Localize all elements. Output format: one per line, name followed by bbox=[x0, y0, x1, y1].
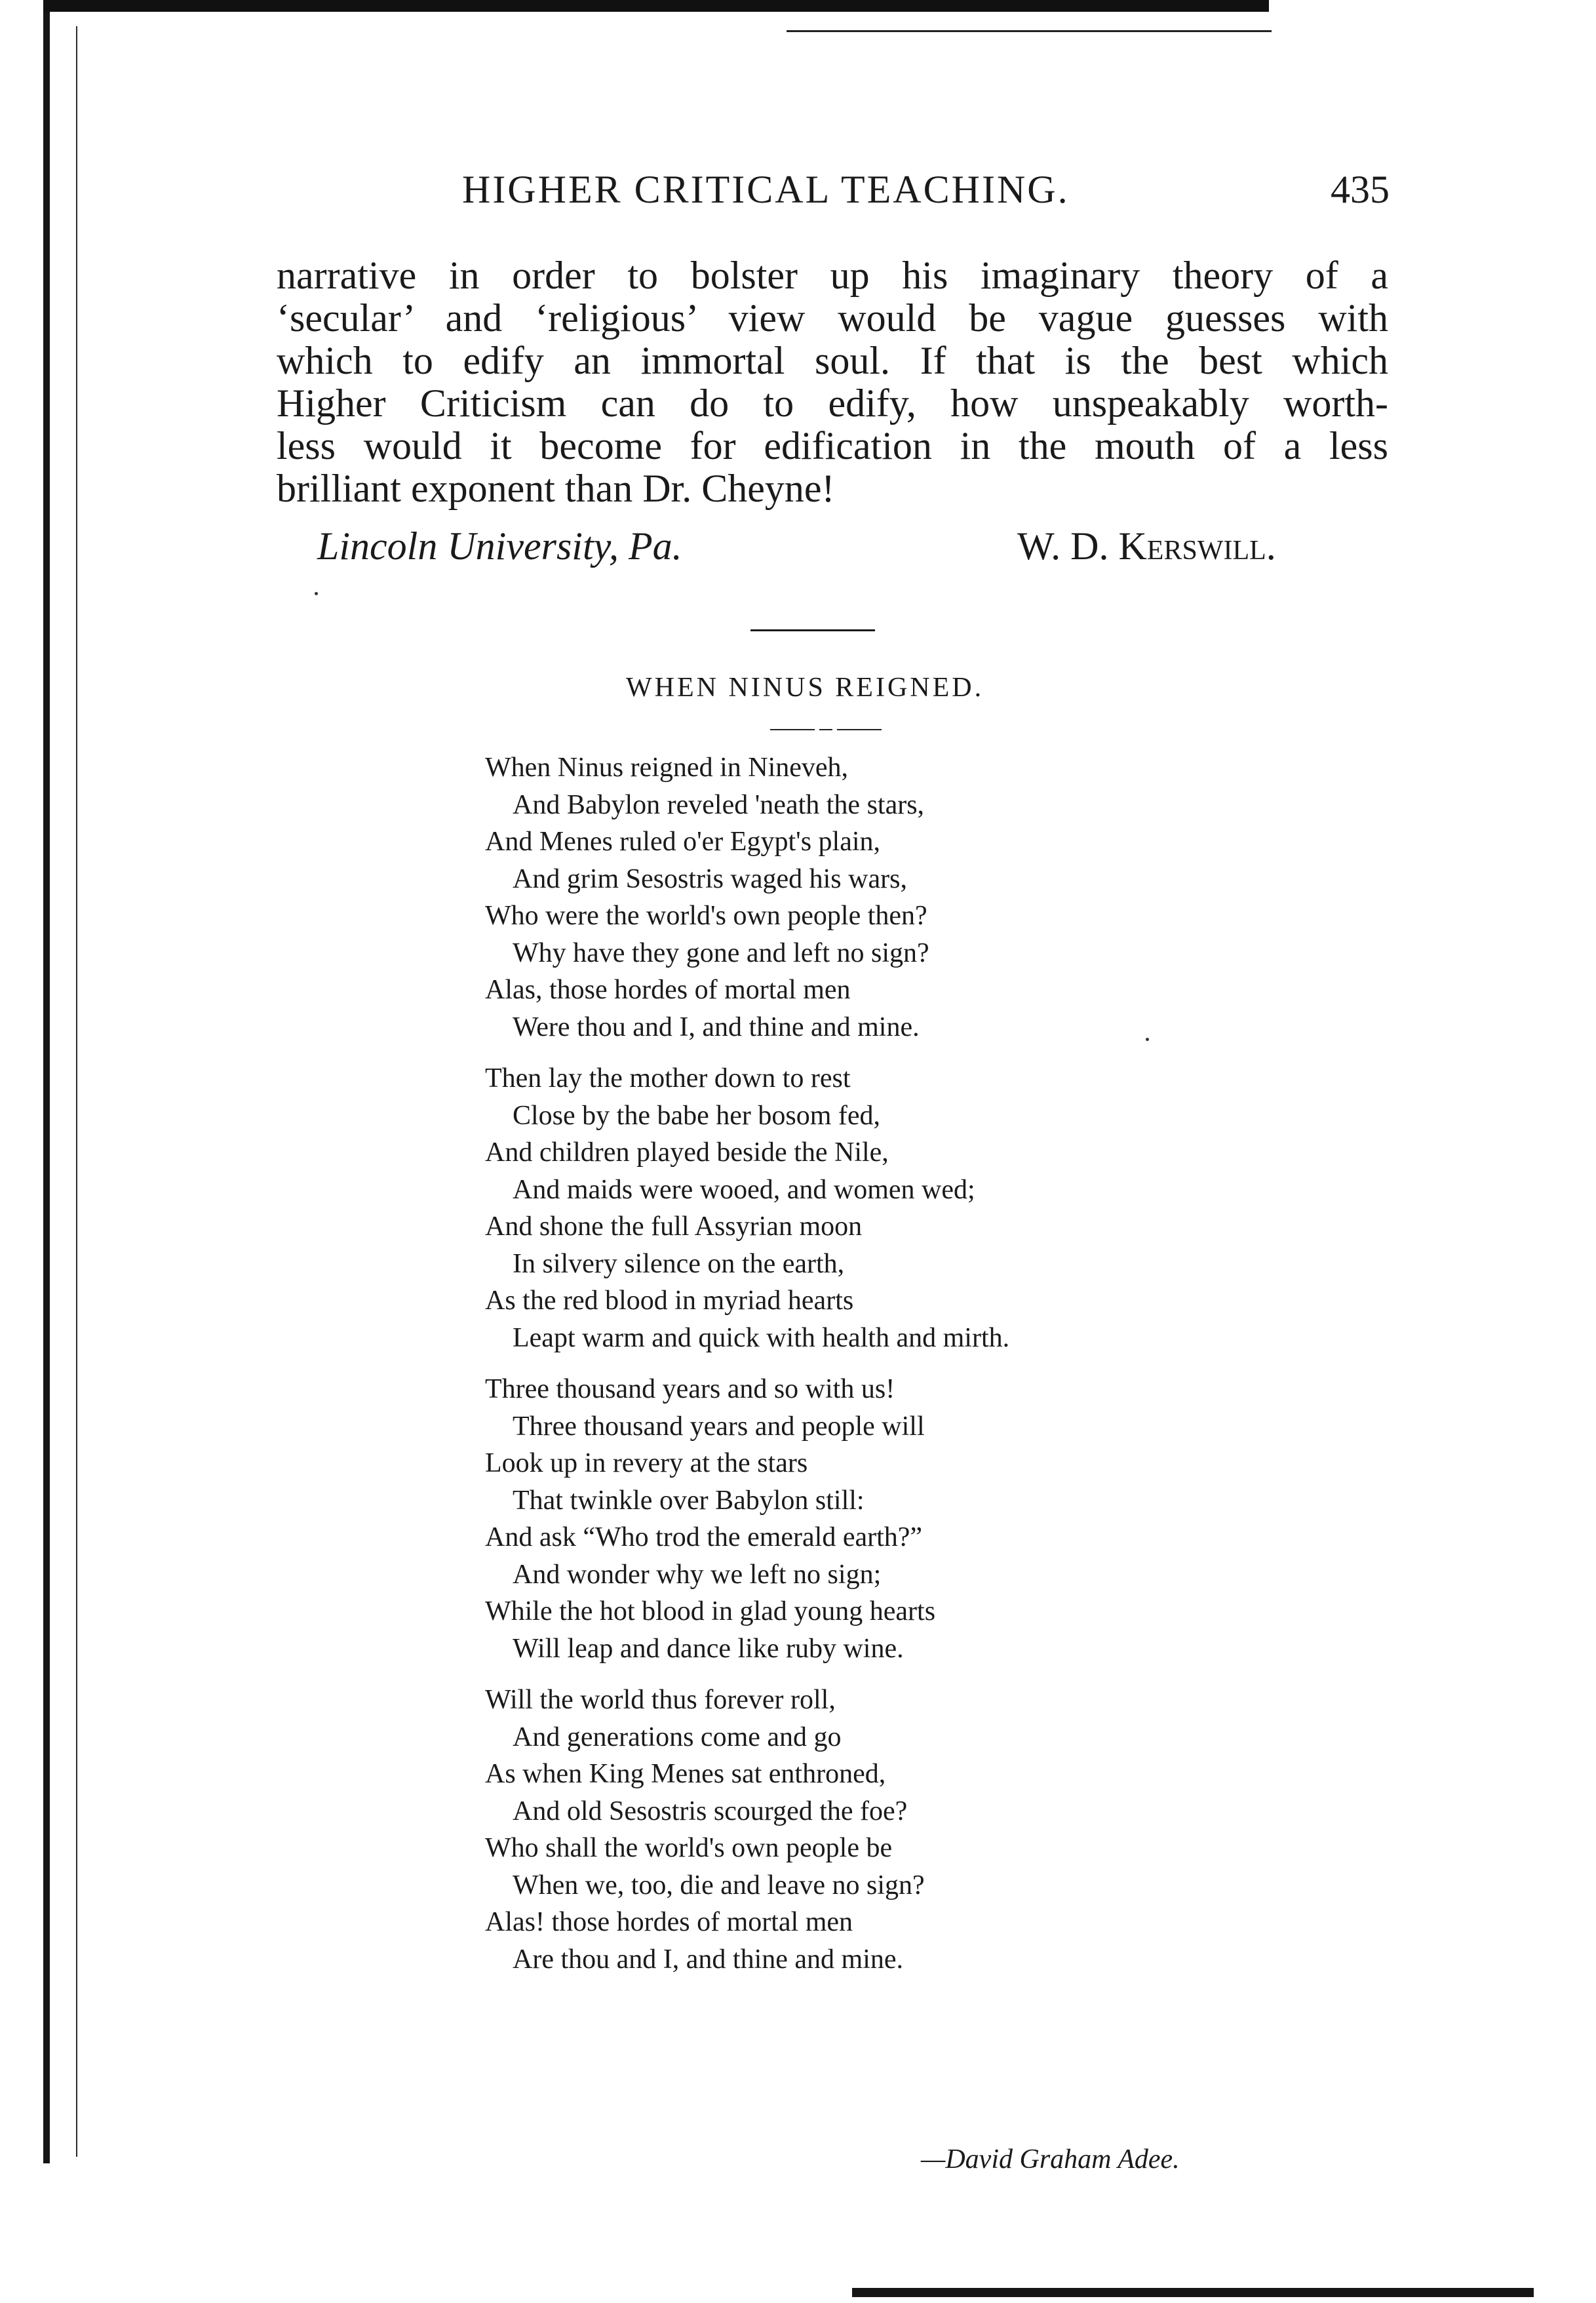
poem-line: And maids were wooed, and women wed; bbox=[513, 1174, 975, 1205]
poem-line: When we, too, die and leave no sign? bbox=[513, 1870, 925, 1900]
top-scan-rule bbox=[43, 0, 1269, 17]
title-ornament-rule bbox=[770, 729, 882, 730]
poem-line: And children played beside the Nile, bbox=[485, 1137, 889, 1168]
poem-line: Who were the world's own people then? bbox=[485, 901, 927, 931]
poem-line: When Ninus reigned in Nineveh, bbox=[485, 753, 849, 783]
poem-line: Close by the babe her bosom fed, bbox=[513, 1100, 881, 1131]
poem-line: Leapt warm and quick with health and mirth. bbox=[513, 1322, 1010, 1353]
prose-line: ‘secular’ and ‘religious’ view would be vague guesses with bbox=[277, 296, 1388, 340]
article-signature bbox=[277, 523, 1388, 569]
prose-line: which to edify an immortal soul. If that is the best which bbox=[277, 339, 1388, 382]
poem-line: As when King Menes sat enthroned, bbox=[485, 1759, 886, 1789]
poem-line: Alas, those hordes of mortal men bbox=[485, 975, 851, 1005]
page-binding-edge bbox=[43, 0, 50, 2163]
poem-line: And shone the full Assyrian moon bbox=[485, 1211, 863, 1242]
poem-line: Will leap and dance like ruby wine. bbox=[513, 1633, 904, 1664]
print-speck bbox=[315, 592, 318, 595]
bottom-scan-rule bbox=[852, 2288, 1534, 2297]
poem-line: Are thou and I, and thine and mine. bbox=[513, 1944, 903, 1975]
prose-line: narrative in order to bolster up his imaginary theory of a bbox=[277, 254, 1388, 297]
poem-line: Three thousand years and people will bbox=[513, 1411, 925, 1442]
article-conclusion bbox=[277, 254, 1388, 568]
signature-author: W. D. Kerswill. bbox=[1017, 524, 1276, 568]
poem-line: And grim Sesostris waged his wars, bbox=[513, 863, 907, 894]
poem-line: And old Sesostris scourged the foe? bbox=[513, 1796, 908, 1826]
poem-line: Who shall the world's own people be bbox=[485, 1833, 893, 1863]
page-gutter-line bbox=[76, 26, 77, 2157]
poem-line: As the red blood in myriad hearts bbox=[485, 1286, 854, 1316]
poem-line: And ask “Who trod the emerald earth?” bbox=[485, 1522, 923, 1552]
top-scan-rule-tail bbox=[787, 30, 1272, 32]
poem-line: And Menes ruled o'er Egypt's plain, bbox=[485, 827, 881, 857]
poem-line: Look up in revery at the stars bbox=[485, 1448, 808, 1478]
poem-stanza bbox=[485, 1060, 1304, 1356]
poem-line: While the hot blood in glad young hearts bbox=[485, 1596, 936, 1626]
poem-line: Why have they gone and left no sign? bbox=[513, 937, 929, 968]
poem-line: Alas! those hordes of mortal men bbox=[485, 1907, 853, 1937]
poem-attribution: —David Graham Adee. bbox=[921, 2144, 1180, 2175]
signature-place: Lincoln University, Pa. bbox=[317, 524, 682, 568]
prose-line: brilliant exponent than Dr. Cheyne! bbox=[277, 467, 835, 510]
poem-line: And Babylon reveled 'neath the stars, bbox=[513, 789, 925, 820]
poem bbox=[485, 749, 1304, 1992]
poem-stanza bbox=[485, 749, 1304, 1046]
poem-line: That twinkle over Babylon still: bbox=[513, 1485, 865, 1516]
prose-line: Higher Criticism can do to edify, how unspeakably worth- bbox=[277, 382, 1388, 425]
poem-line: Then lay the mother down to rest bbox=[485, 1063, 851, 1093]
poem-line: And wonder why we left no sign; bbox=[513, 1559, 882, 1590]
page-header bbox=[275, 167, 1390, 213]
poem-stanza bbox=[485, 1371, 1304, 1667]
print-speck bbox=[1146, 1038, 1149, 1041]
poem-line: Three thousand years and so with us! bbox=[485, 1374, 895, 1404]
poem-line: In silvery silence on the earth, bbox=[513, 1248, 845, 1279]
poem-line: And generations come and go bbox=[513, 1722, 842, 1752]
section-divider bbox=[750, 629, 875, 631]
prose-line: less would it become for edification in the mouth of a less bbox=[277, 424, 1388, 467]
page-number: 435 bbox=[1331, 168, 1390, 211]
poem-line: Were thou and I, and thine and mine. bbox=[513, 1012, 920, 1042]
running-head: HIGHER CRITICAL TEACHING. bbox=[462, 168, 1070, 211]
poem-title: WHEN NINUS REIGNED. bbox=[626, 673, 984, 703]
poem-line: Will the world thus forever roll, bbox=[485, 1685, 836, 1715]
poem-stanza bbox=[485, 1682, 1304, 1978]
